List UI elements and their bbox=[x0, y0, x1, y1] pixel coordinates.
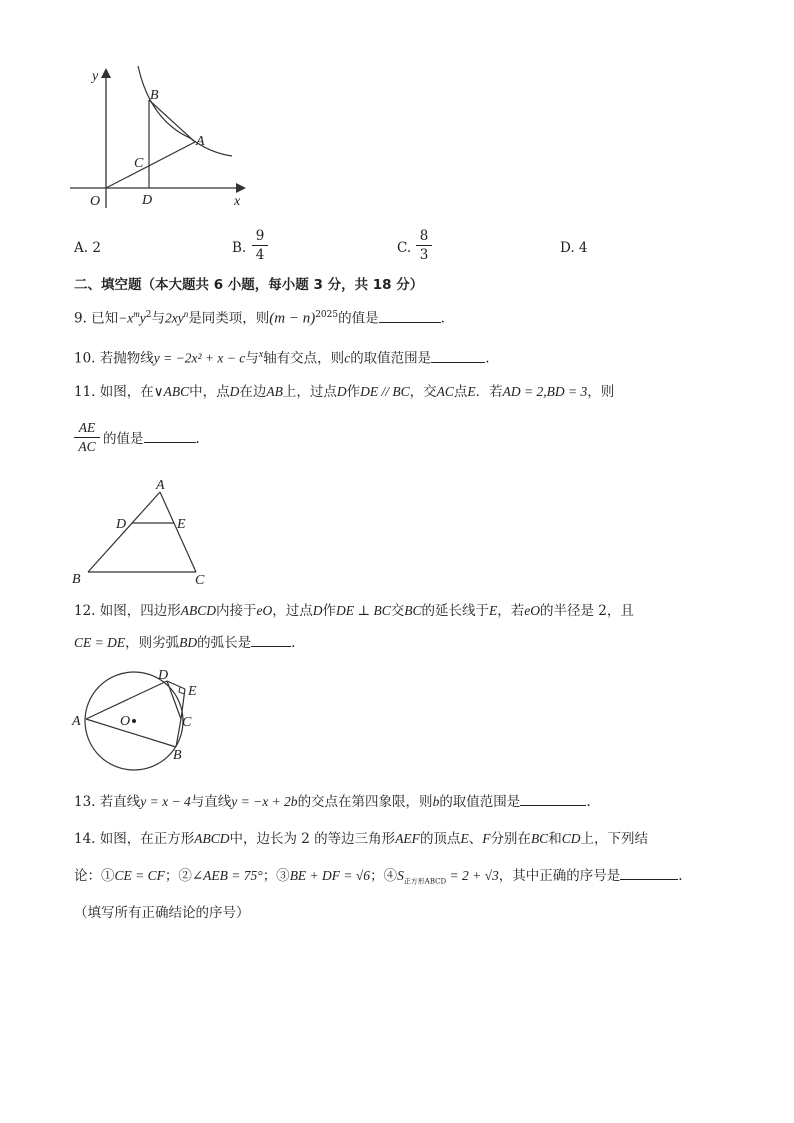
q11-condition: AD = 2,BD = 3 bbox=[502, 384, 588, 399]
q9-mid: 与 bbox=[151, 310, 166, 327]
question-9 bbox=[74, 304, 445, 329]
y-axis-arrow bbox=[101, 68, 111, 78]
q14-side-cd: CD bbox=[561, 831, 581, 846]
q14-text: ；④ bbox=[370, 868, 398, 884]
choice-b-denominator: 4 bbox=[255, 247, 265, 263]
choice-b-numerator: 9 bbox=[255, 228, 265, 244]
q10-mid: 与 bbox=[245, 350, 259, 367]
label-D: D bbox=[116, 517, 127, 532]
q12-text: ，则劣弧 bbox=[125, 635, 180, 651]
q12-text: 作 bbox=[322, 603, 337, 619]
q13-end: . bbox=[586, 794, 591, 810]
choice-c-letter: C. bbox=[397, 240, 412, 256]
answer-blank[interactable] bbox=[520, 793, 586, 806]
q13-text: 与直线 bbox=[190, 794, 232, 810]
answer-blank[interactable] bbox=[251, 634, 291, 647]
choice-c-numerator: 8 bbox=[419, 228, 429, 244]
q14-point-e: E bbox=[460, 831, 469, 846]
q10-axis: x bbox=[258, 349, 264, 360]
q12-circle: eO bbox=[524, 603, 540, 618]
q13-var: b bbox=[432, 794, 440, 809]
q9-mid2: 是同类项，则 bbox=[188, 310, 270, 327]
q14-text: 上，下列结 bbox=[580, 831, 648, 847]
q12-text: 交 bbox=[390, 603, 405, 619]
answer-blank[interactable] bbox=[379, 310, 441, 323]
segment-OA bbox=[106, 142, 195, 188]
choice-d: D. 4 bbox=[560, 240, 588, 256]
label-E: E bbox=[188, 684, 197, 699]
q10-expr: y = −2x² + x − c bbox=[153, 350, 246, 366]
q14-conclusion-4-s: S bbox=[397, 868, 404, 883]
q14-text: 中，边长为 2 的等边三角形 bbox=[229, 831, 396, 847]
choice-b-fraction bbox=[252, 227, 268, 264]
label-B: B bbox=[173, 748, 182, 763]
q13-line1: y = x − 4 bbox=[140, 794, 191, 809]
q14-text: 和 bbox=[548, 831, 562, 847]
q11-text: 的值是 bbox=[103, 431, 144, 447]
choice-c-fraction bbox=[416, 227, 432, 264]
q14-point-f: F bbox=[482, 831, 491, 846]
q13-text: 的交点在第四象限，则 bbox=[297, 794, 433, 810]
q11-text: ，则 bbox=[587, 384, 615, 400]
q9-exp-m: m bbox=[133, 309, 140, 319]
q12-point-d: D bbox=[312, 603, 323, 618]
label-O: O bbox=[90, 194, 101, 209]
q11-end: . bbox=[195, 431, 200, 447]
q11-text: 中，点 bbox=[189, 384, 230, 400]
answer-blank[interactable] bbox=[620, 867, 678, 880]
label-A: A bbox=[156, 478, 165, 493]
q14-conclusion-4-value: = 2 + √3 bbox=[446, 868, 499, 883]
q12-text: 的半径是 2，且 bbox=[539, 603, 634, 619]
q12-text: 的弧长是 bbox=[197, 635, 252, 651]
q14-end: . bbox=[678, 868, 683, 884]
q10-mid2: 轴有交点，则 bbox=[263, 350, 345, 367]
q10-prefix: 10. 若抛物线 bbox=[74, 350, 154, 367]
q12-text: ，若 bbox=[497, 603, 525, 619]
q9-exp-2025: 2025 bbox=[315, 310, 339, 320]
q12-quad: ABCD bbox=[180, 603, 217, 618]
question-12-line2 bbox=[74, 633, 295, 653]
label-A: A bbox=[196, 134, 205, 149]
q9-exp-2: 2 bbox=[145, 310, 152, 320]
q11-text: 作 bbox=[346, 384, 361, 400]
hyperbola-curve bbox=[138, 66, 232, 156]
q14-triangle: AEF bbox=[395, 831, 420, 846]
segment-AB bbox=[86, 719, 176, 747]
q10-suffix: 的取值范围是 bbox=[350, 350, 432, 367]
figure-q12-circle bbox=[64, 664, 214, 779]
q12-end: . bbox=[291, 635, 296, 651]
q11-text: 在边 bbox=[239, 384, 267, 400]
q9-term1-y: y bbox=[139, 310, 146, 326]
q14-text: 14. 如图，在正方形 bbox=[74, 831, 195, 847]
q11-point-d: D bbox=[229, 384, 240, 399]
q14-text: 的顶点 bbox=[419, 831, 461, 847]
label-O: O bbox=[120, 714, 131, 729]
question-12-line1 bbox=[74, 601, 634, 621]
section-heading: 二、填空题（本大题共 6 小题，每小题 3 分，共 18 分） bbox=[74, 277, 424, 293]
q9-suffix: 的值是 bbox=[338, 310, 379, 327]
q9-term2: 2xy bbox=[165, 310, 184, 326]
q10-var: c bbox=[344, 350, 351, 366]
q11-side-ac: AC bbox=[436, 384, 454, 399]
question-14-line1 bbox=[74, 829, 648, 849]
q14-conclusion-3: BE + DF = √6 bbox=[289, 868, 371, 883]
question-11-line1 bbox=[74, 382, 614, 402]
label-C: C bbox=[182, 715, 192, 730]
q11-text: ．若 bbox=[475, 384, 503, 400]
q12-text: 的延长线于 bbox=[421, 603, 489, 619]
label-x: x bbox=[234, 194, 241, 209]
question-13 bbox=[74, 792, 591, 812]
side-AC bbox=[160, 492, 196, 572]
question-14-line2 bbox=[74, 866, 683, 892]
q14-square: ABCD bbox=[194, 831, 230, 846]
q11-text: ，交 bbox=[409, 384, 437, 400]
q12-condition: CE = DE bbox=[74, 635, 126, 650]
q12-point-e: E bbox=[488, 603, 498, 618]
figure-q11-triangle bbox=[64, 474, 224, 592]
q11-text: 点 bbox=[453, 384, 468, 400]
q11-parallel: DE // BC bbox=[360, 384, 410, 399]
label-D: D bbox=[142, 193, 153, 208]
q12-text: ，过点 bbox=[272, 603, 313, 619]
q11-fraction-denominator: AC bbox=[78, 439, 96, 454]
q9-term3: (m − n) bbox=[269, 310, 316, 327]
q11-fraction-numerator: AE bbox=[78, 420, 96, 435]
side-AB bbox=[88, 492, 160, 572]
q14-text: ；② bbox=[164, 868, 192, 884]
answer-blank[interactable] bbox=[431, 350, 485, 363]
choice-b-letter: B. bbox=[232, 240, 247, 256]
q11-text: 11. 如图，在 bbox=[74, 384, 154, 400]
answer-blank[interactable] bbox=[144, 430, 196, 443]
label-C: C bbox=[134, 156, 144, 171]
q12-side-bc: BC bbox=[404, 603, 422, 618]
q14-conclusion-4-sub: 正方形ABCD bbox=[403, 877, 447, 886]
label-C: C bbox=[195, 573, 205, 588]
q10-end: . bbox=[485, 350, 490, 367]
label-A: A bbox=[72, 714, 81, 729]
q14-conclusion-1: CE = CF bbox=[114, 868, 165, 883]
q12-perp: DE ⊥ BC bbox=[336, 603, 391, 618]
label-B: B bbox=[150, 88, 159, 103]
q13-line2: y = −x + 2b bbox=[231, 794, 298, 809]
q13-text: 13. 若直线 bbox=[74, 794, 141, 810]
q14-conclusion-2: ∠AEB = 75° bbox=[191, 868, 263, 883]
center-O bbox=[132, 719, 136, 723]
q9-term1: −x bbox=[118, 310, 134, 326]
q11-fraction bbox=[74, 419, 100, 456]
question-10 bbox=[74, 345, 489, 369]
q9-prefix: 9. 已知 bbox=[74, 310, 119, 327]
x-axis-arrow bbox=[236, 183, 246, 193]
q12-arc-bd: BD bbox=[179, 635, 198, 650]
figure-q8-graph bbox=[60, 58, 260, 213]
q12-text: 12. 如图，四边形 bbox=[74, 603, 181, 619]
label-B: B bbox=[72, 572, 81, 587]
label-y: y bbox=[92, 69, 99, 84]
question-11-line2 bbox=[103, 429, 200, 449]
q11-text: 上，过点 bbox=[282, 384, 337, 400]
label-E: E bbox=[177, 517, 186, 532]
label-D: D bbox=[158, 668, 169, 683]
choice-c-denominator: 3 bbox=[419, 247, 429, 263]
q14-text: 、 bbox=[468, 831, 483, 847]
q14-text: 论：① bbox=[74, 868, 115, 884]
q11-point-e: E bbox=[467, 384, 476, 399]
choice-a: A. 2 bbox=[74, 240, 101, 256]
q9-exp-n: n bbox=[183, 309, 189, 319]
q14-text: ；③ bbox=[262, 868, 290, 884]
q14-side-bc: BC bbox=[530, 831, 549, 846]
q11-side-ab: AB bbox=[266, 384, 283, 399]
q11-triangle: ∨ABC bbox=[153, 384, 190, 399]
q14-text: ，其中正确的序号是 bbox=[498, 868, 621, 884]
q9-end: . bbox=[440, 310, 445, 327]
q14-text: 分别在 bbox=[490, 831, 531, 847]
q12-circle: eO bbox=[256, 603, 273, 618]
q11-point-d: D bbox=[336, 384, 347, 399]
q13-text: 的取值范围是 bbox=[439, 794, 521, 810]
q12-text: 内接于 bbox=[216, 603, 257, 619]
question-14-line3: （填写所有正确结论的序号） bbox=[74, 905, 250, 921]
segment-BA bbox=[149, 100, 195, 142]
